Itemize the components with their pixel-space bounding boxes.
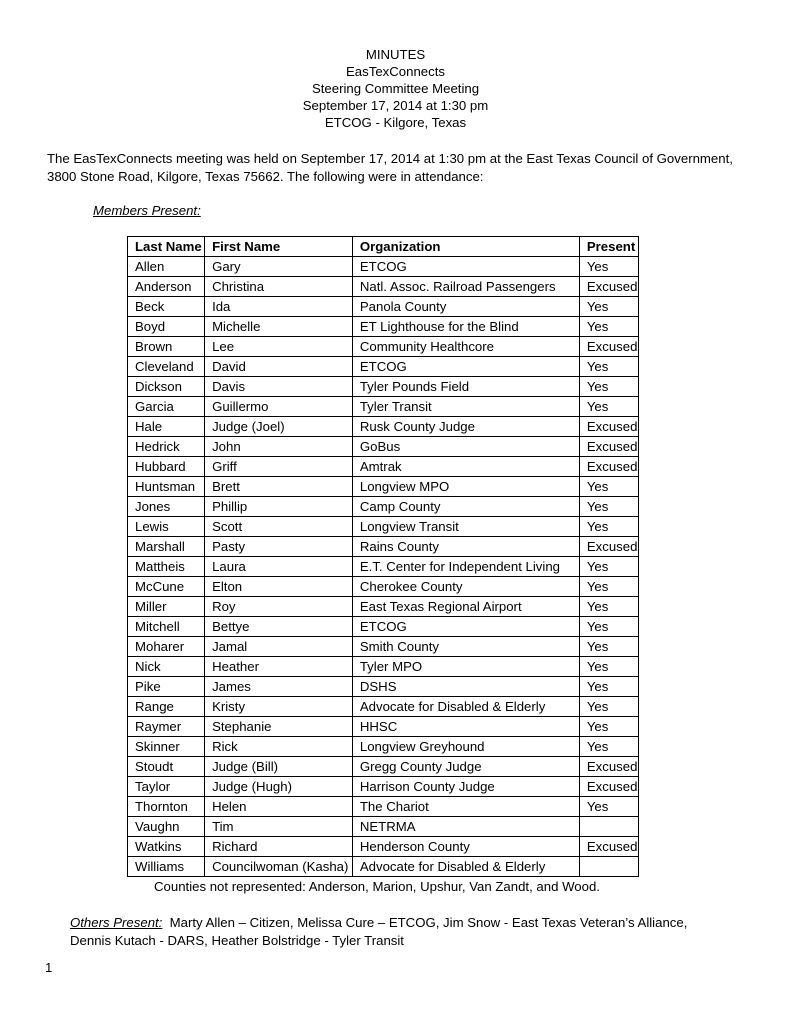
cell-organization: Tyler MPO	[352, 657, 579, 677]
cell-last-name: Lewis	[128, 517, 205, 537]
cell-organization: HHSC	[352, 717, 579, 737]
header-location: ETCOG - Kilgore, Texas	[324, 115, 467, 130]
cell-organization: Natl. Assoc. Railroad Passengers	[352, 277, 579, 297]
cell-first-name: Judge (Hugh)	[205, 777, 353, 797]
cell-organization: Longview Greyhound	[352, 737, 579, 757]
table-row	[128, 377, 639, 397]
cell-first-name: Griff	[205, 457, 353, 477]
cell-organization: Longview MPO	[352, 477, 579, 497]
cell-first-name: David	[205, 357, 353, 377]
cell-organization: ETCOG	[352, 357, 579, 377]
table-row	[128, 317, 639, 337]
others-present-label: Others Present:	[70, 915, 163, 930]
cell-last-name: McCune	[128, 577, 205, 597]
cell-first-name: John	[205, 437, 353, 457]
table-row	[128, 837, 639, 857]
cell-organization: Longview Transit	[352, 517, 579, 537]
cell-present: Excused	[579, 537, 638, 557]
cell-first-name: Helen	[205, 797, 353, 817]
table-row	[128, 277, 639, 297]
table-row	[128, 297, 639, 317]
table-row	[128, 597, 639, 617]
cell-first-name: Councilwoman (Kasha)	[205, 857, 353, 877]
cell-present	[579, 817, 638, 837]
cell-first-name: Heather	[205, 657, 353, 677]
cell-first-name: James	[205, 677, 353, 697]
cell-last-name: Williams	[128, 857, 205, 877]
cell-present: Excused	[579, 457, 638, 477]
cell-present: Yes	[579, 637, 638, 657]
cell-last-name: Range	[128, 697, 205, 717]
cell-organization: NETRMA	[352, 817, 579, 837]
header-meeting: Steering Committee Meeting	[311, 81, 480, 96]
cell-present: Yes	[579, 617, 638, 637]
header-date: September 17, 2014 at 1:30 pm	[302, 98, 489, 113]
page-number: 1	[45, 960, 53, 975]
cell-last-name: Nick	[128, 657, 205, 677]
cell-last-name: Stoudt	[128, 757, 205, 777]
header-organization: Organization	[352, 237, 579, 257]
intro-line-2: 3800 Stone Road, Kilgore, Texas 75662. The following were in attendance:	[47, 168, 484, 184]
counties-note: Counties not represented: Anderson, Marion, Upshur, Van Zandt, and Wood.	[154, 879, 600, 894]
table-row	[128, 697, 639, 717]
table-row	[128, 797, 639, 817]
cell-present: Excused	[579, 777, 638, 797]
cell-present: Excused	[579, 277, 638, 297]
cell-last-name: Dickson	[128, 377, 205, 397]
cell-organization: Cherokee County	[352, 577, 579, 597]
table-row	[128, 457, 639, 477]
cell-last-name: Huntsman	[128, 477, 205, 497]
header-title: MINUTES	[365, 47, 426, 62]
cell-last-name: Pike	[128, 677, 205, 697]
cell-last-name: Miller	[128, 597, 205, 617]
cell-first-name: Stephanie	[205, 717, 353, 737]
cell-last-name: Beck	[128, 297, 205, 317]
cell-first-name: Scott	[205, 517, 353, 537]
cell-first-name: Ida	[205, 297, 353, 317]
cell-last-name: Vaughn	[128, 817, 205, 837]
cell-first-name: Bettye	[205, 617, 353, 637]
table-row	[128, 517, 639, 537]
cell-organization: Tyler Transit	[352, 397, 579, 417]
cell-organization: Rains County	[352, 537, 579, 557]
header-first-name: First Name	[205, 237, 353, 257]
cell-first-name: Elton	[205, 577, 353, 597]
cell-organization: Henderson County	[352, 837, 579, 857]
cell-present: Yes	[579, 737, 638, 757]
cell-first-name: Pasty	[205, 537, 353, 557]
table-row	[128, 817, 639, 837]
cell-present: Excused	[579, 757, 638, 777]
cell-first-name: Judge (Joel)	[205, 417, 353, 437]
table-row	[128, 777, 639, 797]
cell-last-name: Hale	[128, 417, 205, 437]
cell-organization: Tyler Pounds Field	[352, 377, 579, 397]
cell-last-name: Thornton	[128, 797, 205, 817]
table-header-row	[128, 237, 639, 257]
cell-last-name: Cleveland	[128, 357, 205, 377]
cell-organization: The Chariot	[352, 797, 579, 817]
table-row	[128, 617, 639, 637]
cell-last-name: Hedrick	[128, 437, 205, 457]
table-row	[128, 437, 639, 457]
table-row	[128, 657, 639, 677]
document-header	[0, 46, 791, 131]
table-row	[128, 717, 639, 737]
cell-present: Yes	[579, 357, 638, 377]
cell-first-name: Kristy	[205, 697, 353, 717]
cell-present: Excused	[579, 417, 638, 437]
cell-first-name: Guillermo	[205, 397, 353, 417]
cell-present: Yes	[579, 557, 638, 577]
table-row	[128, 557, 639, 577]
table-row	[128, 477, 639, 497]
table-row	[128, 397, 639, 417]
cell-present	[579, 857, 638, 877]
cell-first-name: Michelle	[205, 317, 353, 337]
cell-organization: Community Healthcore	[352, 337, 579, 357]
cell-organization: Camp County	[352, 497, 579, 517]
table-row	[128, 417, 639, 437]
cell-organization: ET Lighthouse for the Blind	[352, 317, 579, 337]
cell-present: Yes	[579, 697, 638, 717]
cell-first-name: Christina	[205, 277, 353, 297]
cell-first-name: Judge (Bill)	[205, 757, 353, 777]
table-row	[128, 257, 639, 277]
cell-first-name: Rick	[205, 737, 353, 757]
header-org: EasTexConnects	[346, 64, 445, 79]
header-last-name: Last Name	[128, 237, 205, 257]
attendance-table	[127, 236, 639, 877]
cell-last-name: Boyd	[128, 317, 205, 337]
cell-present: Yes	[579, 657, 638, 677]
cell-organization: DSHS	[352, 677, 579, 697]
cell-last-name: Anderson	[128, 277, 205, 297]
cell-present: Yes	[579, 397, 638, 417]
table-row	[128, 677, 639, 697]
cell-first-name: Phillip	[205, 497, 353, 517]
members-present-heading: Members Present:	[93, 203, 201, 218]
others-present-line-1: Marty Allen – Citizen, Melissa Cure – ETCOG, Jim Snow - East Texas Veteran’s Alliance,	[162, 915, 688, 930]
cell-last-name: Hubbard	[128, 457, 205, 477]
others-present	[70, 914, 750, 950]
cell-last-name: Watkins	[128, 837, 205, 857]
cell-present: Yes	[579, 317, 638, 337]
table-row	[128, 537, 639, 557]
table-row	[128, 357, 639, 377]
intro-paragraph	[47, 150, 747, 185]
cell-present: Yes	[579, 257, 638, 277]
table-row	[128, 757, 639, 777]
cell-first-name: Tim	[205, 817, 353, 837]
cell-organization: Rusk County Judge	[352, 417, 579, 437]
cell-last-name: Mattheis	[128, 557, 205, 577]
cell-last-name: Brown	[128, 337, 205, 357]
attendance-table-body	[128, 257, 639, 877]
cell-last-name: Allen	[128, 257, 205, 277]
cell-present: Yes	[579, 577, 638, 597]
header-present: Present	[579, 237, 638, 257]
cell-present: Yes	[579, 677, 638, 697]
cell-present: Yes	[579, 517, 638, 537]
cell-present: Yes	[579, 497, 638, 517]
table-row	[128, 737, 639, 757]
cell-present: Yes	[579, 377, 638, 397]
table-row	[128, 637, 639, 657]
cell-present: Yes	[579, 597, 638, 617]
cell-last-name: Marshall	[128, 537, 205, 557]
cell-organization: ETCOG	[352, 257, 579, 277]
cell-last-name: Mitchell	[128, 617, 205, 637]
cell-organization: Advocate for Disabled & Elderly	[352, 857, 579, 877]
cell-present: Yes	[579, 717, 638, 737]
cell-last-name: Taylor	[128, 777, 205, 797]
cell-organization: Smith County	[352, 637, 579, 657]
table-row	[128, 337, 639, 357]
cell-organization: E.T. Center for Independent Living	[352, 557, 579, 577]
cell-present: Excused	[579, 837, 638, 857]
cell-first-name: Richard	[205, 837, 353, 857]
cell-organization: GoBus	[352, 437, 579, 457]
cell-organization: ETCOG	[352, 617, 579, 637]
cell-first-name: Roy	[205, 597, 353, 617]
cell-first-name: Davis	[205, 377, 353, 397]
table-row	[128, 857, 639, 877]
cell-last-name: Garcia	[128, 397, 205, 417]
cell-organization: Advocate for Disabled & Elderly	[352, 697, 579, 717]
intro-line-1: The EasTexConnects meeting was held on September 17, 2014 at 1:30 pm at the East Texas Council of Government,	[47, 151, 733, 166]
cell-organization: Harrison County Judge	[352, 777, 579, 797]
cell-present: Excused	[579, 437, 638, 457]
cell-organization: East Texas Regional Airport	[352, 597, 579, 617]
cell-present: Yes	[579, 797, 638, 817]
cell-organization: Gregg County Judge	[352, 757, 579, 777]
cell-present: Excused	[579, 337, 638, 357]
cell-organization: Panola County	[352, 297, 579, 317]
table-row	[128, 577, 639, 597]
cell-organization: Amtrak	[352, 457, 579, 477]
cell-present: Yes	[579, 477, 638, 497]
others-present-line-2: Dennis Kutach - DARS, Heather Bolstridge - Tyler Transit	[70, 933, 404, 948]
table-row	[128, 497, 639, 517]
cell-first-name: Jamal	[205, 637, 353, 657]
cell-first-name: Laura	[205, 557, 353, 577]
cell-last-name: Raymer	[128, 717, 205, 737]
cell-first-name: Brett	[205, 477, 353, 497]
cell-last-name: Skinner	[128, 737, 205, 757]
cell-present: Yes	[579, 297, 638, 317]
cell-first-name: Lee	[205, 337, 353, 357]
cell-last-name: Moharer	[128, 637, 205, 657]
cell-last-name: Jones	[128, 497, 205, 517]
cell-first-name: Gary	[205, 257, 353, 277]
